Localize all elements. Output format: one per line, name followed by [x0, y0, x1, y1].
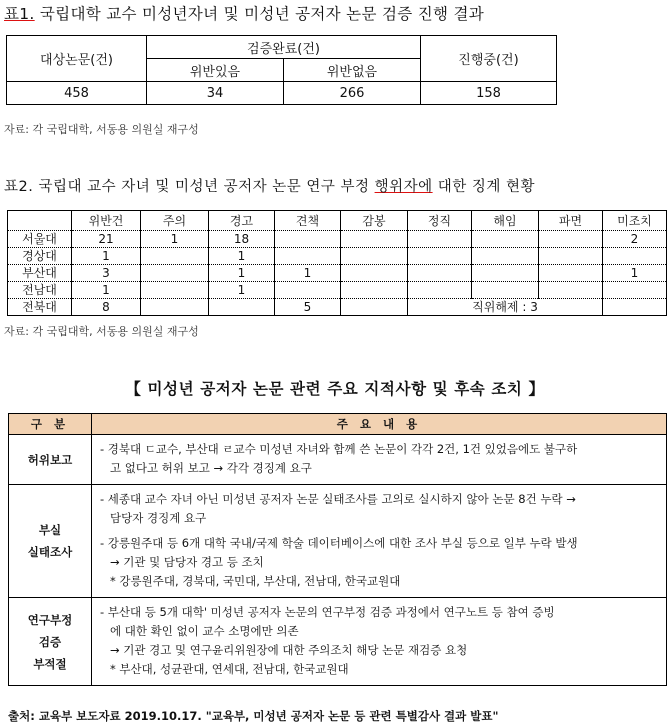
content-line: → 기관 및 담당자 경고 등 조치	[110, 555, 264, 569]
content-line: - 부산대 등 5개 대학' 미성년 공저자 논문의 연구부정 검증 과정에서 연구노트 등 참여 증빙	[100, 605, 555, 619]
table1-header-verified: 검증완료(건)	[147, 36, 421, 59]
content-line: * 강릉원주대, 경북대, 국민대, 부산대, 전남대, 한국교원대	[110, 574, 401, 588]
content-line: 고 없다고 허위 보고 → 각각 경징계 요구	[110, 461, 312, 475]
table3-header-row	[9, 414, 667, 435]
table2-cell	[141, 265, 209, 282]
table2-cell	[275, 231, 341, 248]
table3-content	[92, 435, 667, 485]
content-line: 에 대한 확인 없이 교수 소명에만 의존	[110, 624, 299, 638]
table2-cell	[539, 265, 603, 282]
table2-cell: 경상대	[8, 248, 72, 265]
table2-cell: 21	[72, 231, 141, 248]
table-row	[9, 435, 667, 485]
table2-cell: 2	[603, 231, 667, 248]
table2-header-cell: 미조치	[603, 211, 667, 231]
table2-header-cell: 해임	[472, 211, 539, 231]
table3-category: 연구부정 검증 부적절	[9, 598, 92, 686]
table2-cell: 1	[275, 265, 341, 282]
table2-header-cell: 파면	[539, 211, 603, 231]
table3-source: 출처: 교육부 보도자료 2019.10.17. "교육부, 미성년 공저자 논문 등 관련 특별감사 결과 발표"	[8, 709, 499, 723]
table2-caption	[4, 175, 535, 196]
table1-cell-violation: 34	[147, 82, 284, 105]
table2-header-cell	[8, 211, 72, 231]
table2-header-row	[8, 211, 667, 231]
table2-cell	[275, 282, 341, 299]
table2-cell	[472, 231, 539, 248]
table2-cell	[408, 265, 472, 282]
table2-header-cell: 정직	[408, 211, 472, 231]
table2-cell: 전남대	[8, 282, 72, 299]
table1-header-in-progress: 진행중(건)	[421, 36, 557, 82]
table1-caption-text: 국립대학 교수 미성년자녀 및 미성년 공저자 논문 검증 진행 결과	[34, 5, 485, 23]
table3-category: 허위보고	[9, 435, 92, 485]
table1-header-target: 대상논문(건)	[7, 36, 147, 82]
content-line: - 세종대 교수 자녀 아닌 미성년 공저자 논문 실태조사를 고의로 실시하지 않아 논문 8건 누락 →	[100, 492, 576, 506]
table2-header-cell: 위반건	[72, 211, 141, 231]
content-line: * 부산대, 성균관대, 연세대, 전남대, 한국교원대	[110, 662, 349, 676]
table-row	[9, 598, 667, 686]
table2-cell: 1	[209, 265, 275, 282]
table3-header-category: 구 분	[9, 414, 92, 435]
table2-cell	[341, 299, 408, 316]
table2	[7, 210, 667, 316]
table-row	[9, 485, 667, 598]
table3-header-content: 주 요 내 용	[92, 414, 667, 435]
table3-content	[92, 598, 667, 686]
table2-cell: 1	[209, 248, 275, 265]
table3	[8, 413, 667, 686]
table3-category: 부실 실태조사	[9, 485, 92, 598]
table2-cell	[408, 231, 472, 248]
table2-cell	[341, 231, 408, 248]
table2-cell: 1	[603, 265, 667, 282]
content-line: 담당자 경징계 요구	[110, 511, 207, 525]
table2-cell	[539, 282, 603, 299]
table2-caption-a: 표2. 국립대 교수 자녀 및 미성년 공저자 논문 연구 부정	[4, 179, 375, 195]
content-line: - 강릉원주대 등 6개 대학 국내/국제 학술 데이터베이스에 대한 조사 부실 등으로 일부 누락 발생	[100, 536, 578, 550]
table1-header-no-violation: 위반없음	[284, 59, 421, 82]
table2-cell: 서울대	[8, 231, 72, 248]
table2-cell	[275, 248, 341, 265]
table2-cell: 1	[141, 231, 209, 248]
table1-source: 자료: 각 국립대학, 서동용 의원실 재구성	[4, 123, 199, 136]
table2-cell: 18	[209, 231, 275, 248]
table2-cell	[472, 265, 539, 282]
table2-note-cell: 직위해제 : 3	[408, 299, 603, 316]
table2-cell: 부산대	[8, 265, 72, 282]
table2-cell	[141, 299, 209, 316]
table2-header-cell: 감봉	[341, 211, 408, 231]
table2-cell: 5	[275, 299, 341, 316]
content-line: - 경북대 ㄷ교수, 부산대 ㄹ교수 미성년 자녀와 함께 쓴 논문이 각각 2건, 1건 있었음에도 불구하	[100, 442, 578, 456]
table2-cell	[603, 282, 667, 299]
table2-header-cell: 주의	[141, 211, 209, 231]
table2-cell	[141, 248, 209, 265]
table1-caption-prefix: 표1.	[4, 5, 35, 23]
table2-caption-b: 행위자에	[374, 179, 433, 195]
table-row	[8, 231, 667, 248]
table2-cell	[408, 282, 472, 299]
table3-title: 【 미성년 공저자 논문 관련 주요 지적사항 및 후속 조치 】	[125, 380, 545, 398]
table2-cell: 1	[72, 282, 141, 299]
table1-caption	[4, 2, 484, 24]
table2-source: 자료: 각 국립대학, 서동용 의원실 재구성	[4, 325, 199, 338]
table2-caption-c: 대한 징계 현황	[432, 179, 535, 195]
table-row	[8, 265, 667, 282]
table2-cell	[408, 248, 472, 265]
table2-cell	[341, 248, 408, 265]
table2-cell: 3	[72, 265, 141, 282]
table2-cell	[209, 299, 275, 316]
table2-cell	[472, 282, 539, 299]
table1-cell-no-violation: 266	[284, 82, 421, 105]
table2-header-cell: 경고	[209, 211, 275, 231]
table2-cell: 1	[209, 282, 275, 299]
table1	[6, 35, 557, 105]
table2-cell	[539, 248, 603, 265]
table-row	[8, 299, 667, 316]
table2-cell	[472, 248, 539, 265]
table1-header-violation: 위반있음	[147, 59, 284, 82]
table2-cell	[341, 282, 408, 299]
table2-cell	[539, 231, 603, 248]
content-line: → 기관 경고 및 연구윤리위원장에 대한 주의조치 해당 논문 재검증 요청	[110, 643, 468, 657]
table2-cell: 전북대	[8, 299, 72, 316]
table1-cell-target: 458	[7, 82, 147, 105]
table2-cell	[603, 299, 667, 316]
table2-cell	[141, 282, 209, 299]
table2-cell	[603, 248, 667, 265]
table1-cell-in-progress: 158	[421, 82, 557, 105]
table2-header-cell: 견책	[275, 211, 341, 231]
table2-cell: 8	[72, 299, 141, 316]
table2-cell	[341, 265, 408, 282]
table3-content	[92, 485, 667, 598]
table-row	[8, 282, 667, 299]
table-row	[8, 248, 667, 265]
table2-cell: 1	[72, 248, 141, 265]
